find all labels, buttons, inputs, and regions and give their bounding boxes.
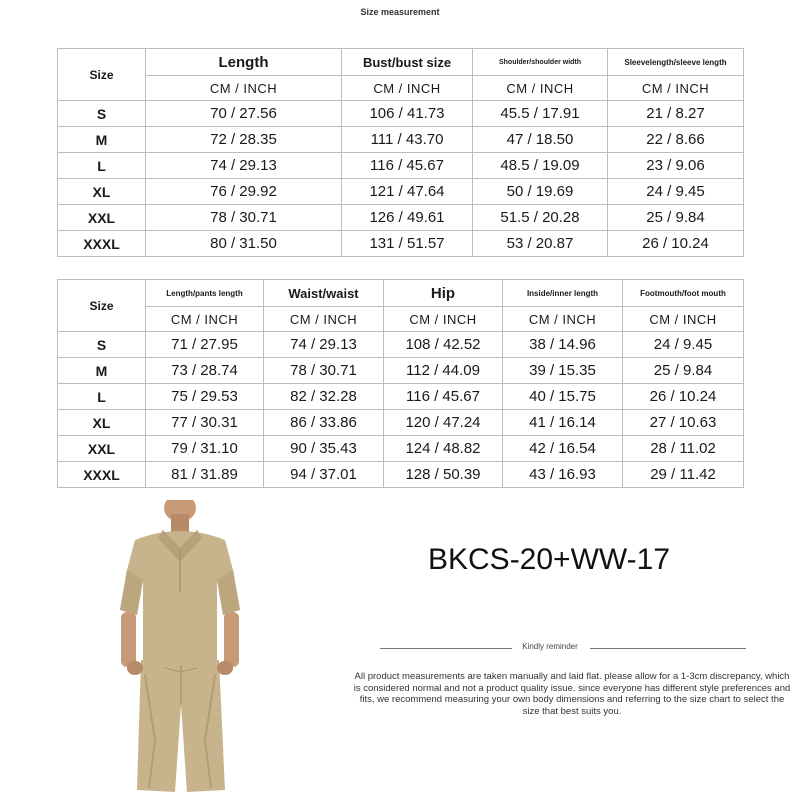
size-label: XXL: [58, 436, 146, 462]
table-row: [58, 462, 744, 488]
product-code: BKCS-20+WW-17: [428, 543, 671, 576]
table-row: [58, 153, 744, 179]
table-cell: 24 / 9.45: [623, 332, 744, 358]
unit-row: [58, 307, 744, 332]
table-header-row: [58, 280, 744, 307]
table-cell: 70 / 27.56: [146, 101, 342, 127]
table-cell: 24 / 9.45: [608, 179, 744, 205]
unit-label: CM / INCH: [342, 76, 473, 101]
table-cell: 126 / 49.61: [342, 205, 473, 231]
size-label: XXL: [58, 205, 146, 231]
size-label: XXXL: [58, 462, 146, 488]
page-title: Size measurement: [360, 7, 440, 17]
table-cell: 25 / 9.84: [608, 205, 744, 231]
table-cell: 71 / 27.95: [146, 332, 264, 358]
table-cell: 131 / 51.57: [342, 231, 473, 257]
size-label: XXXL: [58, 231, 146, 257]
table-row: [58, 332, 744, 358]
divider-left: [380, 648, 512, 649]
column-header: Waist/waist: [264, 280, 384, 307]
table-cell: 76 / 29.92: [146, 179, 342, 205]
unit-label: CM / INCH: [473, 76, 608, 101]
table-cell: 51.5 / 20.28: [473, 205, 608, 231]
size-label: L: [58, 153, 146, 179]
size-label: M: [58, 127, 146, 153]
table-row: [58, 436, 744, 462]
column-header: Hip: [384, 280, 503, 307]
reminder-text: All product measurements are taken manually and laid flat. please allow for a 1-3cm discrepancy, which is considered normal and not a product quality issue. since everyone has different style preferences and fits, we recommend measuring your own body dimensions and referring to the size chart to select the size that best suits you.: [353, 671, 791, 717]
table-cell: 112 / 44.09: [384, 358, 503, 384]
table-cell: 74 / 29.13: [146, 153, 342, 179]
unit-label: CM / INCH: [146, 307, 264, 332]
table-cell: 128 / 50.39: [384, 462, 503, 488]
table-row: [58, 101, 744, 127]
table-cell: 28 / 11.02: [623, 436, 744, 462]
table-cell: 86 / 33.86: [264, 410, 384, 436]
table-cell: 106 / 41.73: [342, 101, 473, 127]
unit-label: CM / INCH: [503, 307, 623, 332]
table-cell: 116 / 45.67: [384, 384, 503, 410]
size-label: L: [58, 384, 146, 410]
table-cell: 111 / 43.70: [342, 127, 473, 153]
unit-label: CM / INCH: [623, 307, 744, 332]
table-cell: 23 / 9.06: [608, 153, 744, 179]
table-row: [58, 410, 744, 436]
table-cell: 80 / 31.50: [146, 231, 342, 257]
table-cell: 43 / 16.93: [503, 462, 623, 488]
table-cell: 73 / 28.74: [146, 358, 264, 384]
column-header: Length: [146, 49, 342, 76]
table-cell: 78 / 30.71: [146, 205, 342, 231]
table-cell: 75 / 29.53: [146, 384, 264, 410]
table-cell: 74 / 29.13: [264, 332, 384, 358]
table-cell: 82 / 32.28: [264, 384, 384, 410]
table-cell: 90 / 35.43: [264, 436, 384, 462]
size-label: XL: [58, 410, 146, 436]
table-cell: 121 / 47.64: [342, 179, 473, 205]
table-cell: 39 / 15.35: [503, 358, 623, 384]
size-label: S: [58, 332, 146, 358]
shirt-size-table: [57, 48, 744, 257]
table-cell: 41 / 16.14: [503, 410, 623, 436]
table-cell: 81 / 31.89: [146, 462, 264, 488]
table-row: [58, 231, 744, 257]
table-cell: 50 / 19.69: [473, 179, 608, 205]
table-cell: 25 / 9.84: [623, 358, 744, 384]
column-header: Bust/bust size: [342, 49, 473, 76]
column-header: Footmouth/foot mouth: [623, 280, 744, 307]
table-cell: 78 / 30.71: [264, 358, 384, 384]
table-header-row: [58, 49, 744, 76]
table-cell: 53 / 20.87: [473, 231, 608, 257]
table-cell: 27 / 10.63: [623, 410, 744, 436]
unit-row: [58, 76, 744, 101]
table-cell: 22 / 8.66: [608, 127, 744, 153]
table-cell: 26 / 10.24: [623, 384, 744, 410]
size-header: Size: [58, 49, 146, 101]
model-photo: [105, 500, 255, 800]
unit-label: CM / INCH: [608, 76, 744, 101]
column-header: Inside/inner length: [503, 280, 623, 307]
table-row: [58, 358, 744, 384]
table-cell: 124 / 48.82: [384, 436, 503, 462]
table-cell: 21 / 8.27: [608, 101, 744, 127]
unit-label: CM / INCH: [384, 307, 503, 332]
size-header: Size: [58, 280, 146, 332]
size-label: M: [58, 358, 146, 384]
divider-right: [590, 648, 746, 649]
table-cell: 29 / 11.42: [623, 462, 744, 488]
table-cell: 94 / 37.01: [264, 462, 384, 488]
table-row: [58, 179, 744, 205]
table-cell: 26 / 10.24: [608, 231, 744, 257]
size-label: XL: [58, 179, 146, 205]
table-row: [58, 205, 744, 231]
column-header: Shoulder/shoulder width: [473, 49, 608, 76]
table-cell: 40 / 15.75: [503, 384, 623, 410]
table-cell: 79 / 31.10: [146, 436, 264, 462]
table-cell: 42 / 16.54: [503, 436, 623, 462]
table-cell: 77 / 30.31: [146, 410, 264, 436]
table-cell: 38 / 14.96: [503, 332, 623, 358]
table-row: [58, 127, 744, 153]
pants-size-table: [57, 279, 744, 488]
column-header: Sleevelength/sleeve length: [608, 49, 744, 76]
table-cell: 72 / 28.35: [146, 127, 342, 153]
reminder-title: Kindly reminder: [522, 642, 578, 651]
unit-label: CM / INCH: [146, 76, 342, 101]
table-cell: 47 / 18.50: [473, 127, 608, 153]
unit-label: CM / INCH: [264, 307, 384, 332]
column-header: Length/pants length: [146, 280, 264, 307]
table-cell: 120 / 47.24: [384, 410, 503, 436]
table-cell: 48.5 / 19.09: [473, 153, 608, 179]
table-row: [58, 384, 744, 410]
table-cell: 108 / 42.52: [384, 332, 503, 358]
table-cell: 45.5 / 17.91: [473, 101, 608, 127]
size-label: S: [58, 101, 146, 127]
table-cell: 116 / 45.67: [342, 153, 473, 179]
